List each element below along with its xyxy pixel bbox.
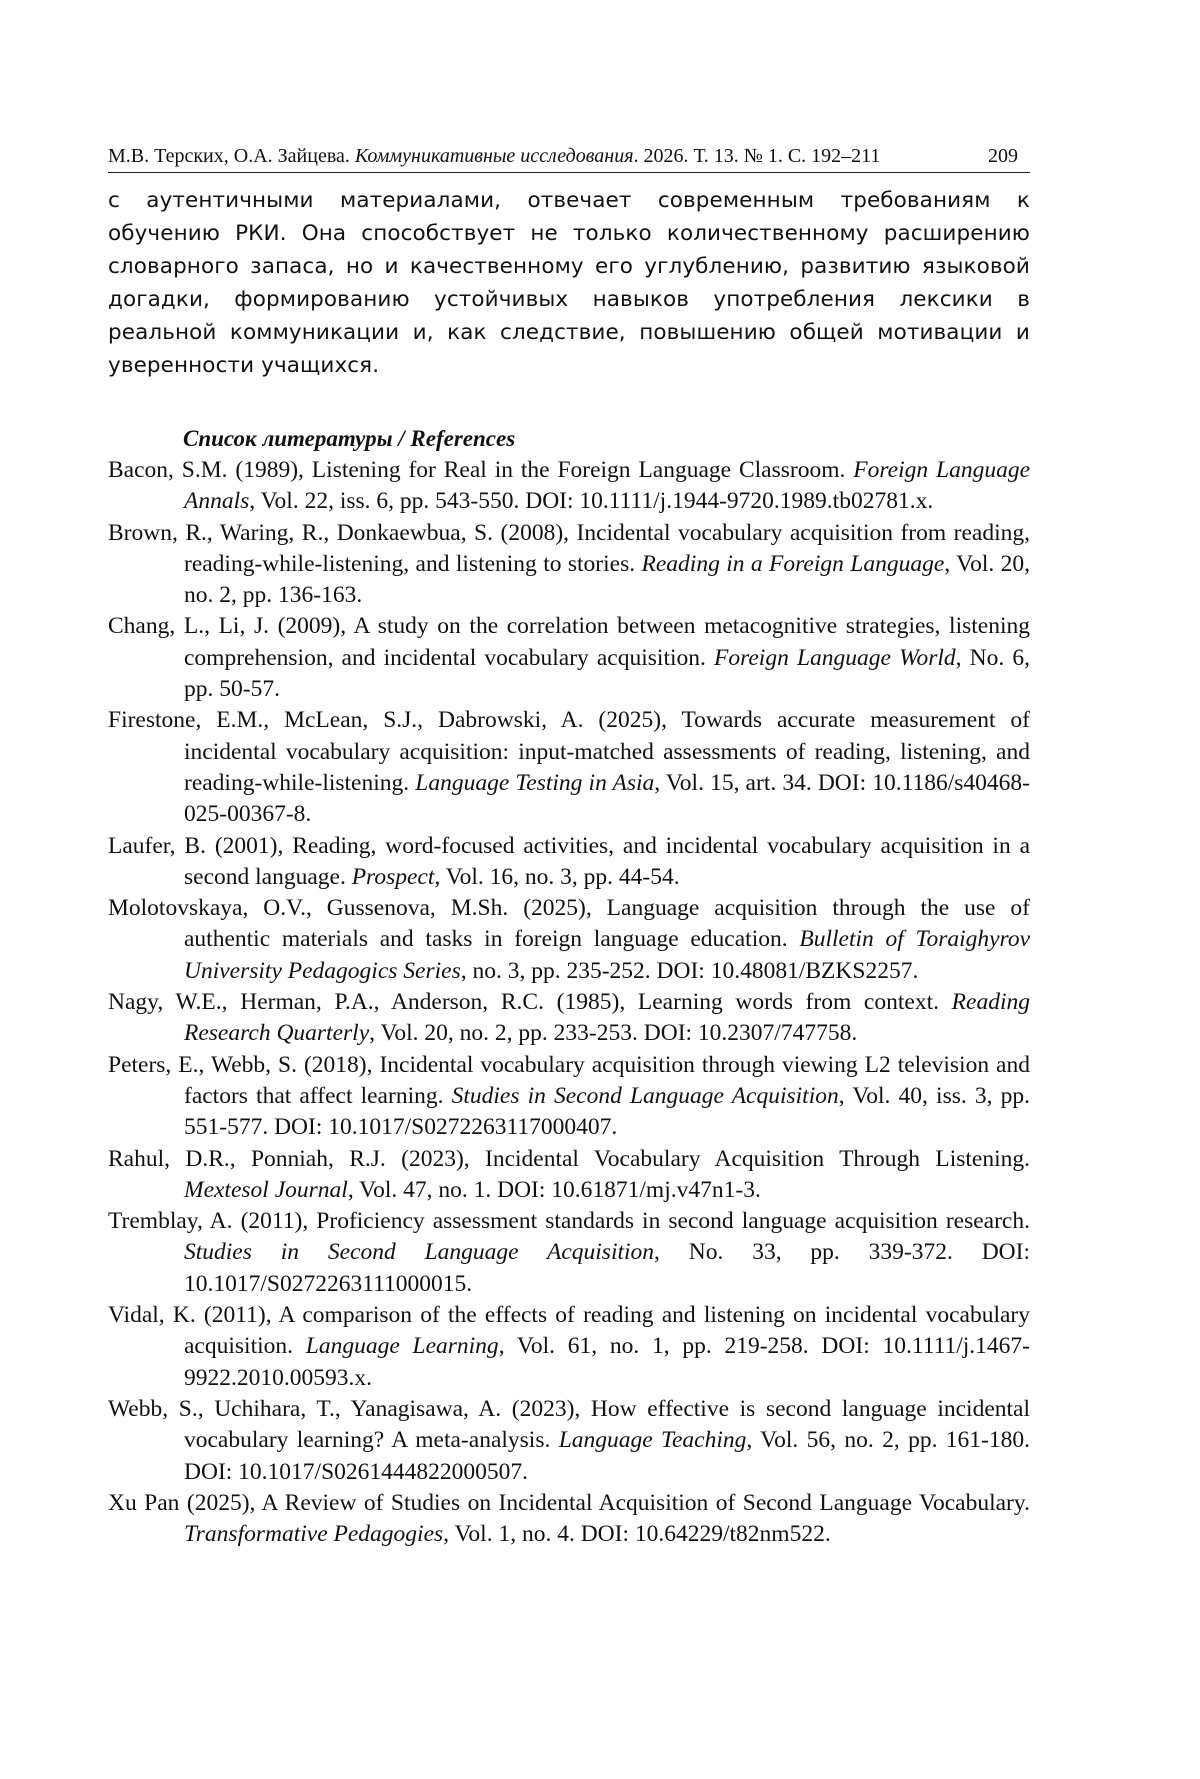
reference-item	[108, 1300, 1030, 1394]
reference-text: Tremblay, A. (2011), Proficiency assessment standards in second language acquisition research.	[108, 1208, 1030, 1235]
header-journal: Коммуникативные исследования	[354, 145, 634, 167]
reference-text: Brown, R., Waring, R., Donkaewbua, S. (2008), Incidental vocabulary acquisition from reading, reading-while-listening, and listening to stories.	[108, 519, 1030, 577]
reference-text: Molotovskaya, O.V., Gussenova, M.Sh. (2025), Language acquisition through the use of authentic materials and tasks in foreign language education.	[108, 895, 1030, 953]
page-number: 209	[988, 145, 1018, 167]
reference-item	[108, 893, 1030, 987]
reference-text: Firestone, E.M., McLean, S.J., Dabrowski, A. (2025), Towards accurate measurement of incidental vocabulary acquisition: input-matched assessments of reading, listening, and reading-while-listening.	[108, 707, 1030, 796]
reference-source: Foreign Language Annals	[184, 457, 1031, 515]
reference-item	[108, 518, 1030, 612]
references-title: Список литературы / References	[183, 426, 516, 451]
reference-details: , Vol. 16, no. 3, pp. 44-54.	[434, 863, 680, 890]
references-list	[108, 455, 1030, 1550]
reference-details: , Vol. 61, no. 1, pp. 219-258. DOI: 10.1111/j.1467-9922.2010.00593.x.	[184, 1333, 1030, 1391]
reference-source: Bulletin of Toraighyrov University Pedagogics Series	[184, 926, 1031, 984]
reference-item	[108, 831, 1030, 894]
reference-source: Foreign Language World	[714, 644, 956, 671]
reference-details: , Vol. 15, art. 34. DOI: 10.1186/s40468-025-00367-8.	[184, 769, 1030, 828]
reference-details: , Vol. 20, no. 2, pp. 233-253. DOI: 10.2307/747758.	[369, 1020, 858, 1047]
reference-details: , No. 33, pp. 339-372. DOI: 10.1017/S0272263111000015.	[184, 1239, 1031, 1297]
reference-source: Studies in Second Language Acquisition	[451, 1082, 839, 1109]
reference-item	[108, 1488, 1030, 1551]
reference-source: Language Teaching	[558, 1427, 747, 1454]
reference-details: , Vol. 20, no. 2, pp. 136-163.	[184, 550, 1031, 609]
reference-text: Bacon, S.M. (1989), Listening for Real in the Foreign Language Classroom.	[108, 457, 854, 483]
reference-details: , Vol. 40, iss. 3, pp. 551-577. DOI: 10.1017/S0272263117000407.	[184, 1082, 1030, 1141]
reference-details: , No. 6, pp. 50-57.	[184, 644, 1030, 703]
reference-text: Vidal, K. (2011), A comparison of the effects of reading and listening on incidental vocabulary acquisition.	[108, 1302, 1030, 1360]
reference-item	[108, 611, 1030, 705]
reference-source: Transformative Pedagogies	[184, 1521, 444, 1548]
reference-item	[108, 1050, 1030, 1144]
reference-source: Reading in a Foreign Language	[641, 550, 945, 577]
header-citation	[108, 143, 880, 169]
reference-item	[108, 455, 1030, 518]
reference-source: Language Testing in Asia	[415, 769, 655, 796]
reference-source: Reading Research Quarterly	[184, 989, 1030, 1047]
body-paragraph: с аутентичными материалами, отвечает современным требованиям к обучению РКИ. Она способствует не только количественному расширению словарного запаса, но и качественному его углублению, развитию языковой догадки, формированию устойчивых навыков употребления лексики в реальной коммуникации и, как следствие, повышению общей мотивации и уверенности учащихся.	[108, 188, 1030, 378]
reference-item	[108, 705, 1030, 830]
running-header	[108, 143, 1030, 173]
reference-item	[108, 987, 1030, 1050]
reference-source: Mextesol Journal	[184, 1176, 348, 1203]
reference-source: Studies in Second Language Acquisition	[184, 1239, 655, 1266]
reference-details: , Vol. 56, no. 2, pp. 161-180. DOI: 10.1017/S0261444822000507.	[184, 1427, 1031, 1485]
reference-item	[108, 1206, 1030, 1300]
reference-text: Nagy, W.E., Herman, P.A., Anderson, R.C. (1985), Learning words from context.	[108, 989, 952, 1016]
reference-details: , Vol. 1, no. 4. DOI: 10.64229/t82nm522.	[443, 1521, 831, 1548]
reference-item	[108, 1144, 1030, 1207]
reference-text: Xu Pan (2025), A Review of Studies on Incidental Acquisition of Second Language Vocabulary.	[108, 1489, 1030, 1516]
reference-text: Webb, S., Uchihara, T., Yanagisawa, A. (2023), How effective is second language incidental vocabulary learning? A meta-analysis.	[108, 1395, 1030, 1454]
reference-details: , Vol. 47, no. 1. DOI: 10.61871/mj.v47n1-3.	[347, 1176, 761, 1203]
header-authors: М.В. Терских, О.А. Зайцева.	[108, 145, 350, 167]
reference-details: , Vol. 22, iss. 6, pp. 543-550. DOI: 10.1111/j.1944-9720.1989.tb02781.x.	[249, 488, 934, 515]
reference-item	[108, 1394, 1030, 1488]
reference-text: Chang, L., Li, J. (2009), A study on the correlation between metacognitive strategies, listening comprehension, and incidental vocabulary acquisition.	[108, 613, 1030, 671]
reference-source: Prospect	[351, 863, 435, 890]
reference-details: , no. 3, pp. 235-252. DOI: 10.48081/BZKS2257.	[460, 957, 919, 984]
reference-text: Peters, E., Webb, S. (2018), Incidental vocabulary acquisition through viewing L2 television and factors that affect learning.	[108, 1051, 1030, 1109]
header-issue: . 2026. Т. 13. № 1. С. 192–211	[633, 145, 881, 167]
reference-text: Rahul, D.R., Ponniah, R.J. (2023), Incidental Vocabulary Acquisition Through Listening.	[108, 1145, 1030, 1172]
reference-text: Laufer, B. (2001), Reading, word-focused activities, and incidental vocabulary acquisition in a second language.	[108, 832, 1030, 890]
reference-source: Language Learning	[305, 1333, 499, 1360]
